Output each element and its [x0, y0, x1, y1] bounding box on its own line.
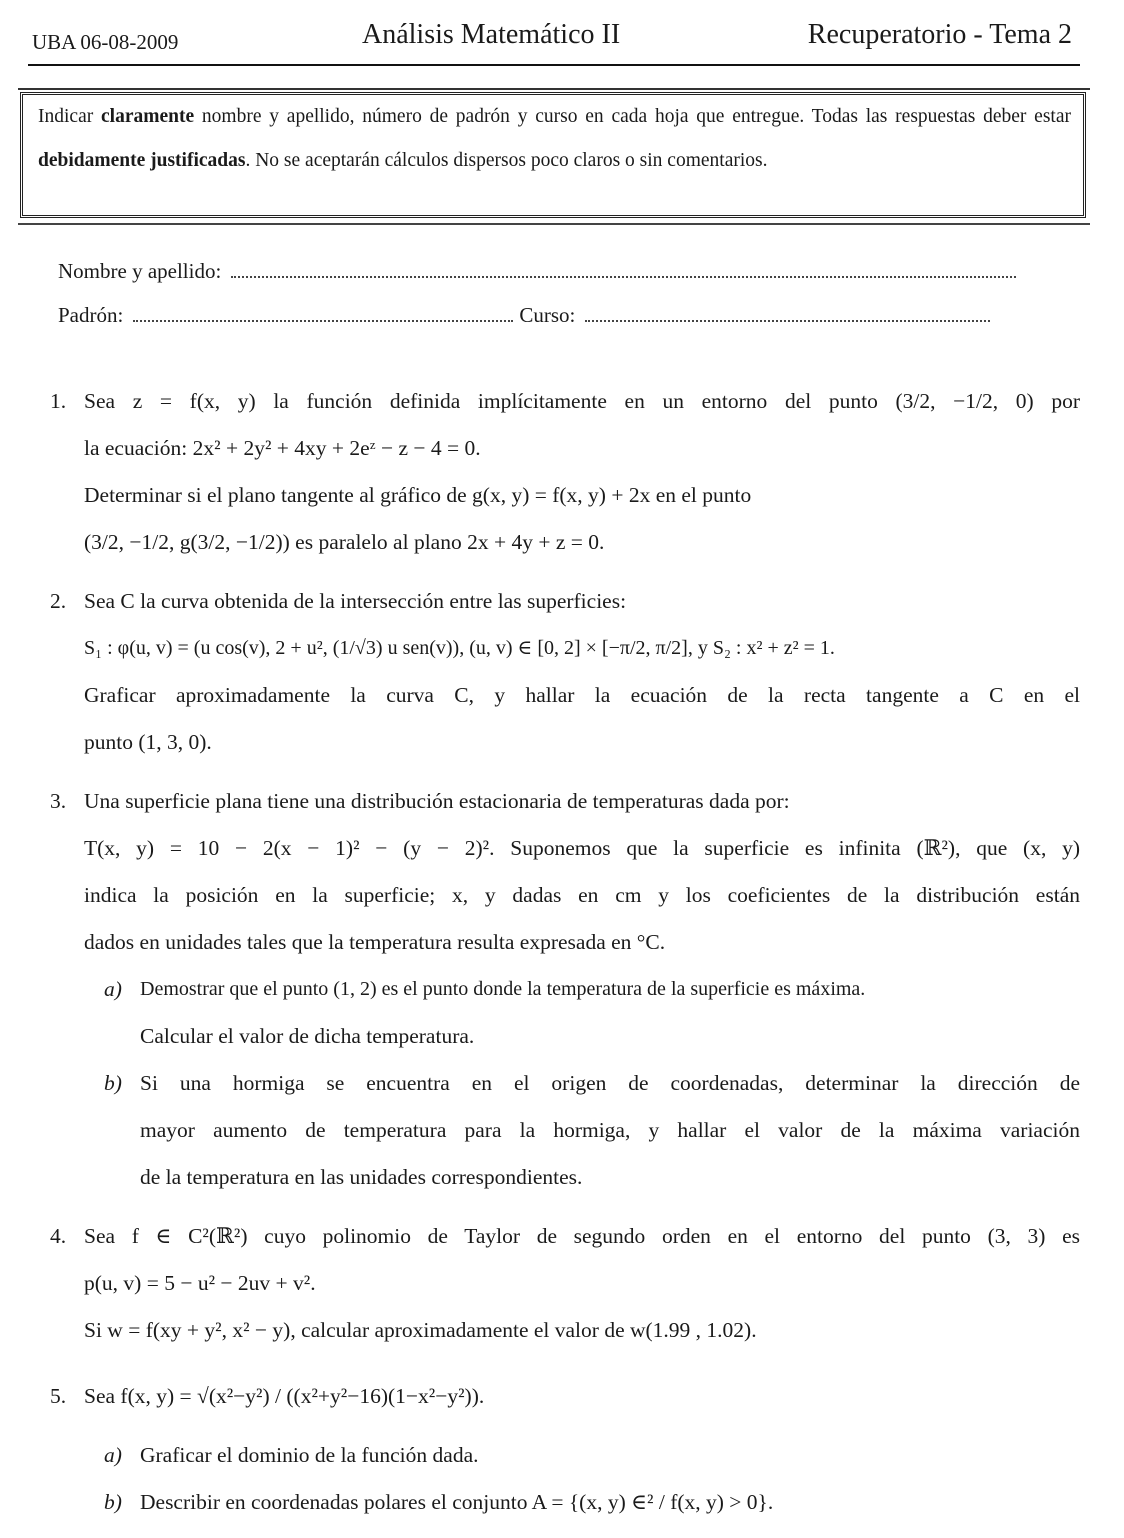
part-label: a) — [104, 977, 122, 1001]
exam-date: UBA 06-08-2009 — [32, 30, 179, 54]
problem-line: indica la posición en la superficie; x, y dadas en cm y los coeficientes de la distribución están — [84, 883, 1080, 907]
problem-number: 2. — [50, 589, 67, 613]
problem-line: Determinar si el plano tangente al gráfico de g(x, y) = f(x, y) + 2x en el punto — [84, 483, 752, 507]
problem-line: Una superficie plana tiene una distribución estacionaria de temperaturas dada por: — [84, 789, 790, 813]
problem-line: Si w = f(xy + y², x² − y), calcular aproximadamente el valor de w(1.99 , 1.02). — [84, 1318, 757, 1342]
page-header — [28, 16, 1080, 66]
course-title: Análisis Matemático II — [362, 19, 621, 50]
header-divider — [28, 64, 1080, 66]
curso-label: Curso: — [519, 303, 576, 327]
problem-line: S₁ : φ(u, v) = (u cos(v), 2 + u², (1/√3) u sen(v)), (u, v) ∈ [0, 2] × [−π/2, π/2], y S₂ : x² + z² = 1. — [84, 637, 835, 659]
notice-top-rule — [18, 88, 1090, 90]
problem-2 — [50, 578, 1080, 766]
problem-5 — [50, 1366, 1080, 1526]
instructions-emphasis: claramente — [101, 106, 195, 127]
problem-list — [50, 378, 1080, 1538]
part-line: Si una hormiga se encuentra en el origen de coordenadas, determinar la dirección de — [140, 1071, 1080, 1095]
problem-5a — [84, 1432, 1080, 1479]
problem-4 — [50, 1213, 1080, 1354]
padron-curso-row — [58, 302, 1068, 346]
problem-number: 5. — [50, 1384, 67, 1408]
problem-line: p(u, v) = 5 − u² − 2uv + v². — [84, 1271, 316, 1295]
instructions-text — [38, 95, 1071, 183]
part-line: Calcular el valor de dicha temperatura. — [140, 1024, 475, 1048]
part-line: Graficar el dominio de la función dada. — [140, 1443, 479, 1467]
part-label: b) — [104, 1071, 122, 1095]
problem-line: T(x, y) = 10 − 2(x − 1)² − (y − 2)². Suponemos que la superficie es infinita (ℝ²), que (x, y) — [84, 836, 1080, 860]
problem-line: Graficar aproximadamente la curva C, y hallar la ecuación de la recta tangente a C en el — [84, 683, 1080, 707]
problem-line: Sea C la curva obtenida de la intersección entre las superficies: — [84, 589, 627, 613]
padron-label: Padrón: — [58, 303, 124, 327]
part-line: mayor aumento de temperatura para la hormiga, y hallar el valor de la máxima variación — [140, 1118, 1080, 1142]
padron-field[interactable] — [133, 302, 513, 322]
part-line: Demostrar que el punto (1, 2) es el punto donde la temperatura de la superficie es máxima. — [140, 978, 866, 1000]
problem-number: 1. — [50, 389, 67, 413]
instructions-emphasis: debidamente justificadas — [38, 150, 246, 171]
problem-line: punto (1, 3, 0). — [84, 730, 212, 754]
instructions-part: nombre y apellido, número de padrón y curso en cada hoja que entregue. Todas las respuestas deber estar — [194, 106, 1071, 127]
name-label: Nombre y apellido: — [58, 259, 222, 283]
part-label: a) — [104, 1443, 122, 1467]
instructions-box — [20, 92, 1086, 218]
problem-number: 3. — [50, 789, 67, 813]
problem-line: Sea z = f(x, y) la función definida implícitamente en un entorno del punto (3/2, −1/2, 0) por — [84, 389, 1080, 413]
student-info-form — [58, 258, 1068, 346]
part-label: b) — [104, 1490, 122, 1514]
problem-3 — [50, 778, 1080, 1201]
instructions-part: . No se aceptarán cálculos dispersos poco claros o sin comentarios. — [245, 150, 768, 171]
name-row — [58, 258, 1068, 302]
name-field[interactable] — [231, 258, 1016, 278]
problem-1 — [50, 378, 1080, 566]
problem-line: Sea f ∈ C²(ℝ²) cuyo polinomio de Taylor de segundo orden en el entorno del punto (3, 3) es — [84, 1224, 1080, 1248]
problem-number: 4. — [50, 1224, 67, 1248]
problem-line: Sea f(x, y) = √(x²−y²) / ((x²+y²−16)(1−x²−y²)). — [84, 1384, 485, 1408]
problem-3a — [84, 966, 1080, 1060]
instructions-part: Indicar — [38, 106, 101, 127]
problem-3b — [84, 1060, 1080, 1201]
part-line: de la temperatura en las unidades correspondientes. — [140, 1165, 583, 1189]
curso-field[interactable] — [585, 302, 990, 322]
problem-line: (3/2, −1/2, g(3/2, −1/2)) es paralelo al plano 2x + 4y + z = 0. — [84, 530, 605, 554]
problem-line: dados en unidades tales que la temperatura resulta expresada en °C. — [84, 930, 666, 954]
notice-bottom-rule — [18, 223, 1090, 225]
problem-line: la ecuación: 2x² + 2y² + 4xy + 2eᶻ − z − 4 = 0. — [84, 436, 481, 460]
part-line: Describir en coordenadas polares el conjunto A = {(x, y) ∈² / f(x, y) > 0}. — [140, 1490, 774, 1514]
exam-type: Recuperatorio - Tema 2 — [807, 19, 1072, 50]
problem-5b — [84, 1479, 1080, 1526]
